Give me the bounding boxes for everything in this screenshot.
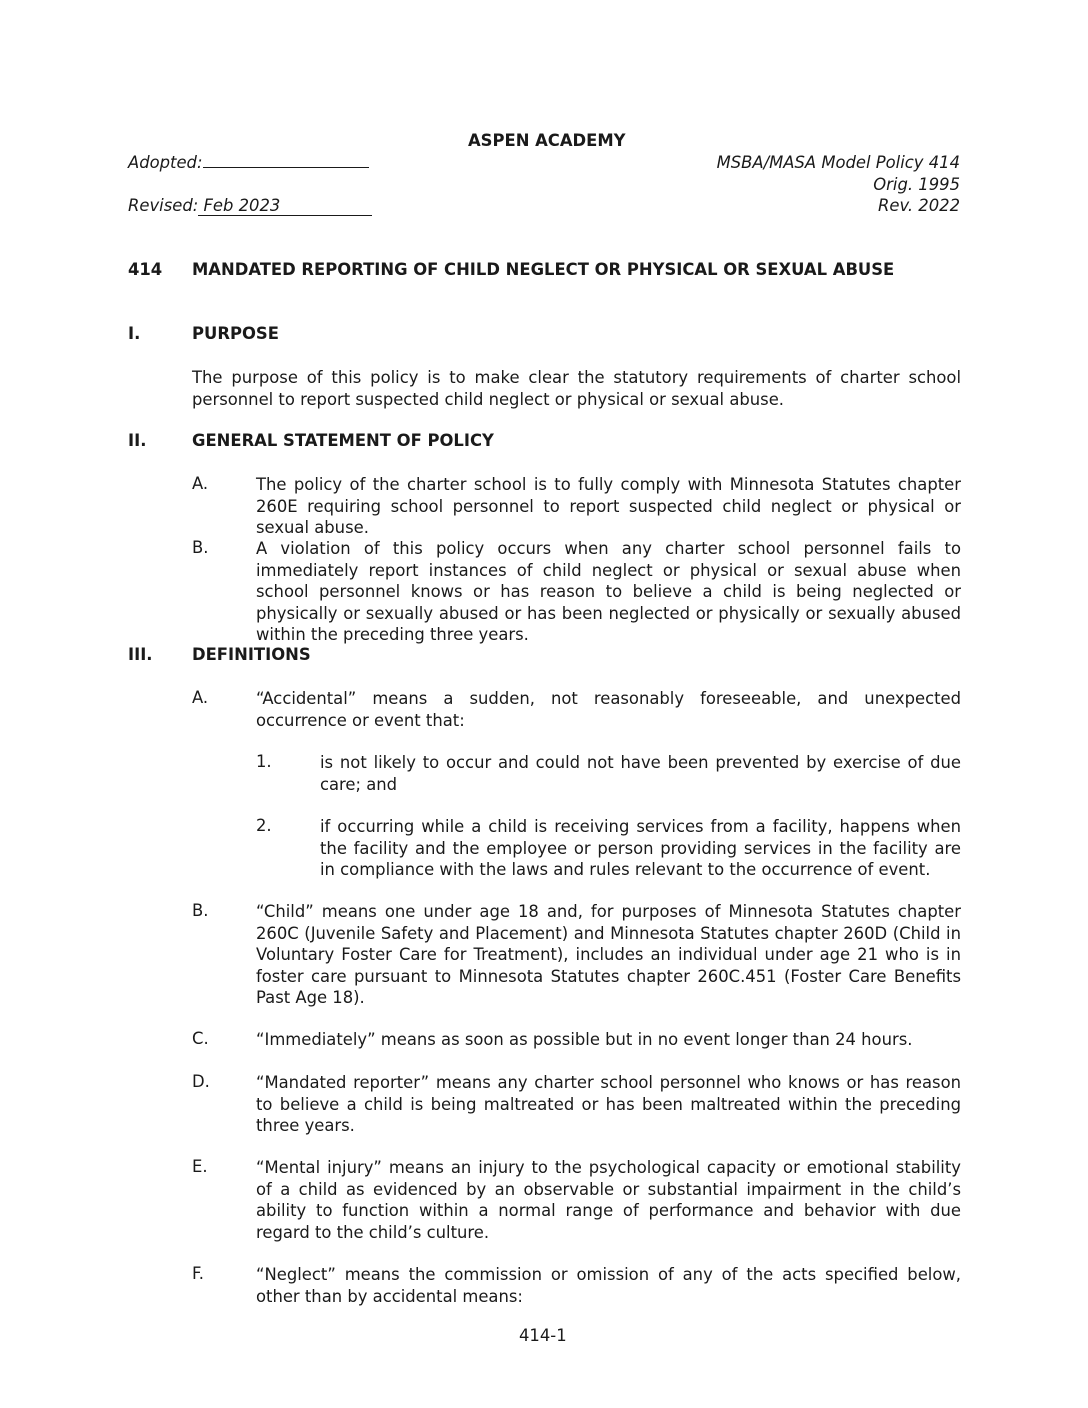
definition-a-text: “Accidental” means a sudden, not reasonably foreseeable, and unexpected occurrence or event that: [256, 689, 961, 730]
definition-e-label: E. [192, 1157, 208, 1176]
definition-a-label: A. [192, 688, 209, 707]
definition-a-sub-2-label: 2. [256, 816, 272, 835]
policy-number: 414 [128, 260, 163, 279]
page-number: 414-1 [519, 1326, 567, 1345]
definition-f-text: “Neglect” means the commission or omission of any of the acts specified below, other than by accidental means: [256, 1265, 961, 1306]
definition-a-sub-1-text: is not likely to occur and could not have been prevented by exercise of due care; and [320, 753, 961, 794]
general-item-b-label: B. [192, 538, 209, 557]
section-2-number: II. [128, 431, 147, 450]
definition-f-label: F. [192, 1264, 205, 1283]
definition-c-text: “Immediately” means as soon as possible but in no event longer than 24 hours. [256, 1030, 913, 1049]
section-3-title: DEFINITIONS [192, 645, 311, 664]
rev-date: Rev. 2022 [878, 196, 960, 215]
revised-line [128, 196, 372, 216]
revised-label: Revised: [128, 196, 199, 215]
general-item-a-label: A. [192, 474, 209, 493]
model-policy: MSBA/MASA Model Policy 414 [716, 153, 960, 172]
general-item-b-text: A violation of this policy occurs when any charter school personnel fails to immediately report instances of child neglect or physical or sexual abuse when school personnel knows or has reason to believe a child is being neglected or physically or sexually abused or has been neglected or physically or sexually abused within the preceding three years. [256, 539, 961, 644]
definition-d-label: D. [192, 1072, 210, 1091]
school-name: ASPEN ACADEMY [468, 131, 626, 150]
section-1-title: PURPOSE [192, 324, 279, 343]
revised-value: Feb 2023 [198, 196, 372, 216]
definition-a-sub-1-label: 1. [256, 752, 272, 771]
purpose-text: The purpose of this policy is to make clear the statutory requirements of charter school personnel to report suspected child neglect or physical or sexual abuse. [192, 368, 961, 409]
definition-a-sub-2-text: if occurring while a child is receiving services from a facility, happens when the facility and the employee or person providing services in the facility are in compliance with the laws and rules relevant to the occurrence of event. [320, 817, 961, 879]
definition-d-text: “Mandated reporter” means any charter school personnel who knows or has reason to believe a child is being maltreated or has been maltreated within the preceding three years. [256, 1073, 961, 1135]
adopted-label: Adopted: [128, 153, 203, 172]
general-item-a-text: The policy of the charter school is to fully comply with Minnesota Statutes chapter 260E requiring school personnel to report suspected child neglect or physical or sexual abuse. [256, 475, 961, 537]
definition-b-label: B. [192, 901, 209, 920]
orig-date: Orig. 1995 [873, 175, 960, 194]
definition-c-label: C. [192, 1029, 209, 1048]
adopted-value [203, 167, 369, 168]
policy-title: MANDATED REPORTING OF CHILD NEGLECT OR PHYSICAL OR SEXUAL ABUSE [192, 260, 895, 279]
definition-b-text: “Child” means one under age 18 and, for purposes of Minnesota Statutes chapter 260C (Juvenile Safety and Placement) and Minnesota Statutes chapter 260D (Child in Voluntary Foster Care for Treatment), includes an individual under age 21 who is in foster care pursuant to Minnesota Statutes chapter 260C.451 (Foster Care Benefits Past Age 18). [256, 902, 961, 1007]
section-3-number: III. [128, 645, 153, 664]
section-1-number: I. [128, 324, 141, 343]
section-2-title: GENERAL STATEMENT OF POLICY [192, 431, 494, 450]
adopted-line [128, 153, 369, 172]
definition-e-text: “Mental injury” means an injury to the psychological capacity or emotional stability of a child as evidenced by an observable or substantial impairment in the child’s ability to function within a normal range of performance and behavior with due regard to the child’s culture. [256, 1158, 961, 1242]
